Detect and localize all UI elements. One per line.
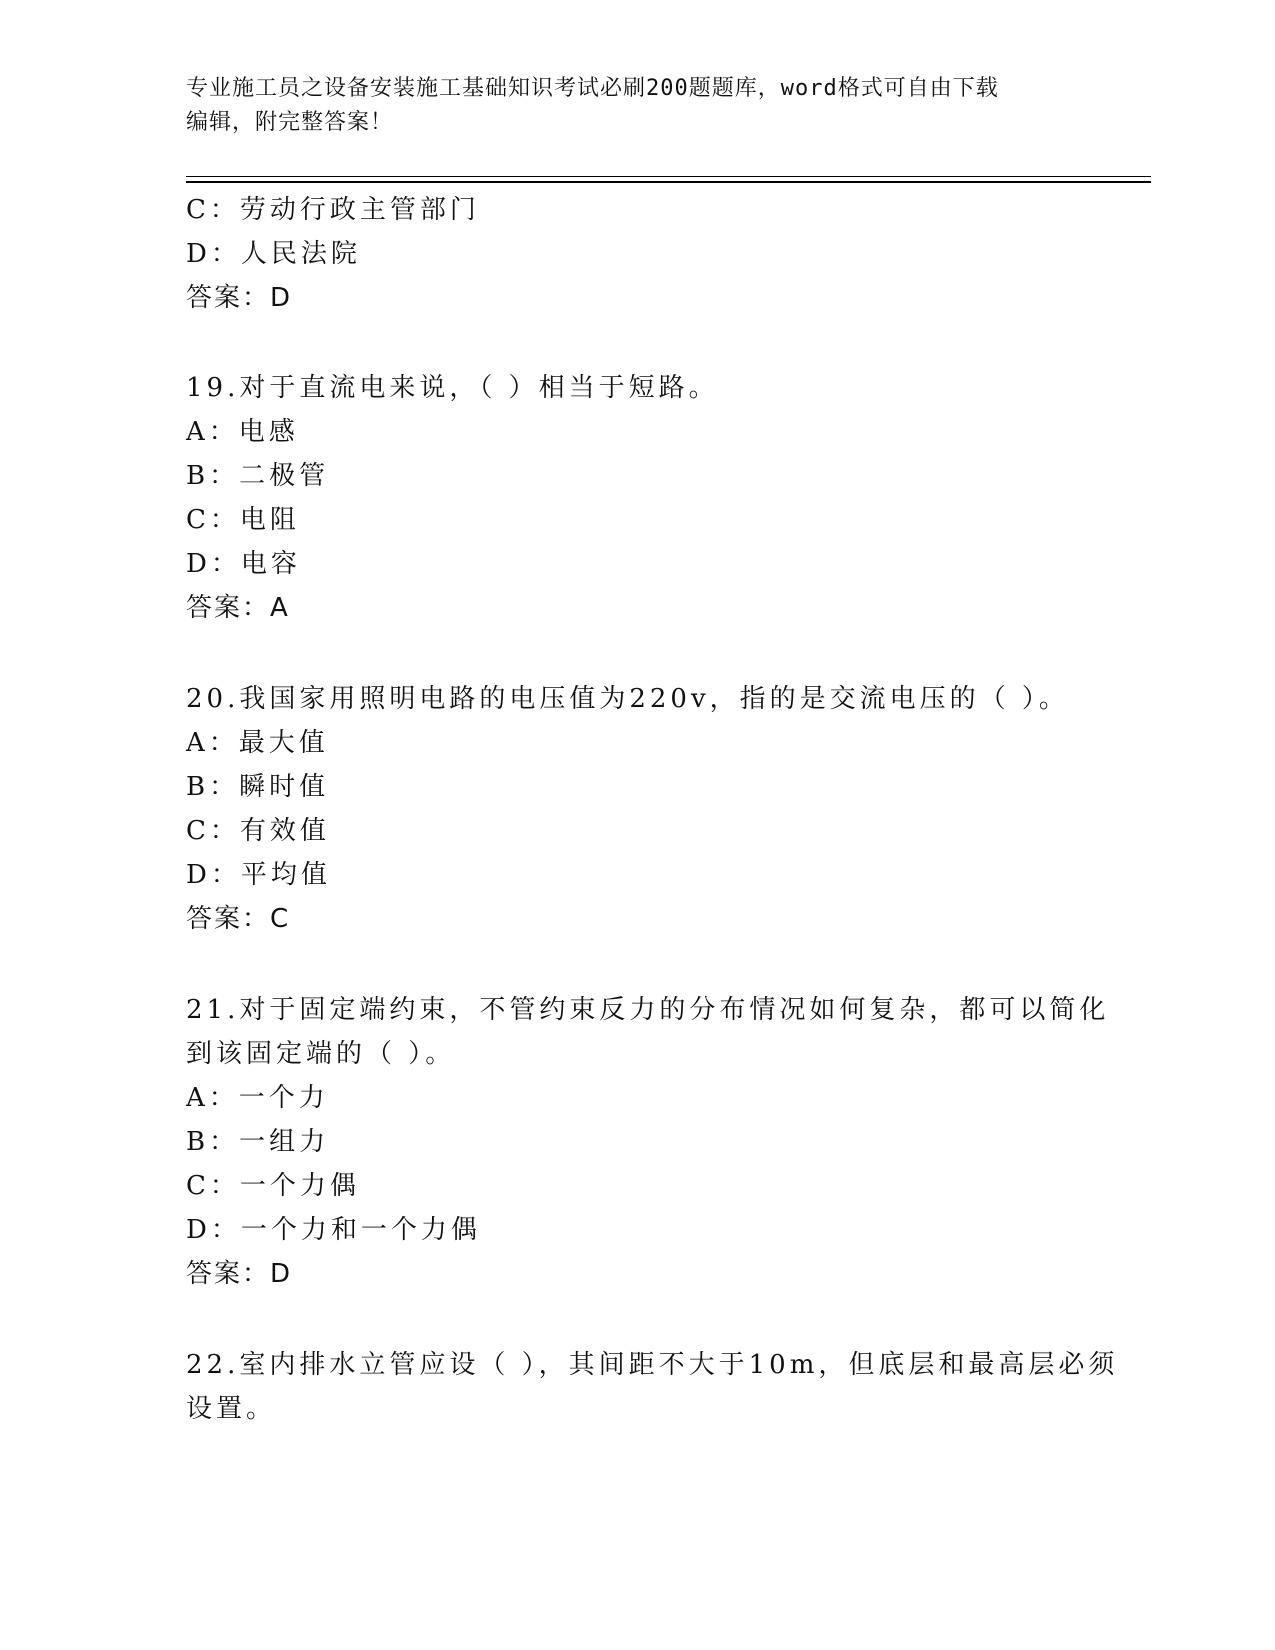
q20-option-c: C：有效值 <box>186 816 330 846</box>
q19-answer: 答案：A <box>186 593 290 623</box>
q21-option-d: D：一个力和一个力偶 <box>186 1215 481 1245</box>
q20-answer: 答案：C <box>186 904 291 934</box>
header-rule-thin <box>186 176 1151 177</box>
q22-stem-line-1: 22.室内排水立管应设（ ），其间距不大于10m，但底层和最高层必须 <box>186 1350 1119 1380</box>
q22-stem-line-2: 设置。 <box>186 1394 277 1424</box>
header-line-2: 编辑，附完整答案！ <box>186 110 394 135</box>
q20-option-b: B：瞬时值 <box>186 772 330 802</box>
q21-option-c: C：一个力偶 <box>186 1171 360 1201</box>
q20-option-d: D：平均值 <box>186 860 331 890</box>
document-header <box>186 72 1086 140</box>
q21-option-a: A：一个力 <box>186 1083 329 1113</box>
q21-option-b: B：一组力 <box>186 1127 330 1157</box>
q19-option-d: D：电容 <box>186 549 301 579</box>
prev-option-d: D：人民法院 <box>186 239 361 269</box>
prev-answer: 答案：D <box>186 283 293 313</box>
q19-option-c: C：电阻 <box>186 505 300 535</box>
q21-stem-line-2: 到该固定端的（ ）。 <box>186 1039 456 1069</box>
q21-answer: 答案：D <box>186 1259 293 1289</box>
q19-option-a: A：电感 <box>186 417 299 447</box>
q21-stem-line-1: 21.对于固定端约束，不管约束反力的分布情况如何复杂，都可以简化 <box>186 995 1110 1025</box>
q20-stem: 20.我国家用照明电路的电压值为220v，指的是交流电压的（ ）。 <box>186 684 1069 714</box>
header-rule-thick <box>186 181 1151 183</box>
prev-option-c: C：劳动行政主管部门 <box>186 195 480 225</box>
header-line-1: 专业施工员之设备安装施工基础知识考试必刷200题题库，word格式可自由下载 <box>186 76 999 101</box>
q20-option-a: A：最大值 <box>186 728 329 758</box>
q19-stem: 19.对于直流电来说，（ ）相当于短路。 <box>186 373 719 403</box>
q19-option-b: B：二极管 <box>186 461 330 491</box>
